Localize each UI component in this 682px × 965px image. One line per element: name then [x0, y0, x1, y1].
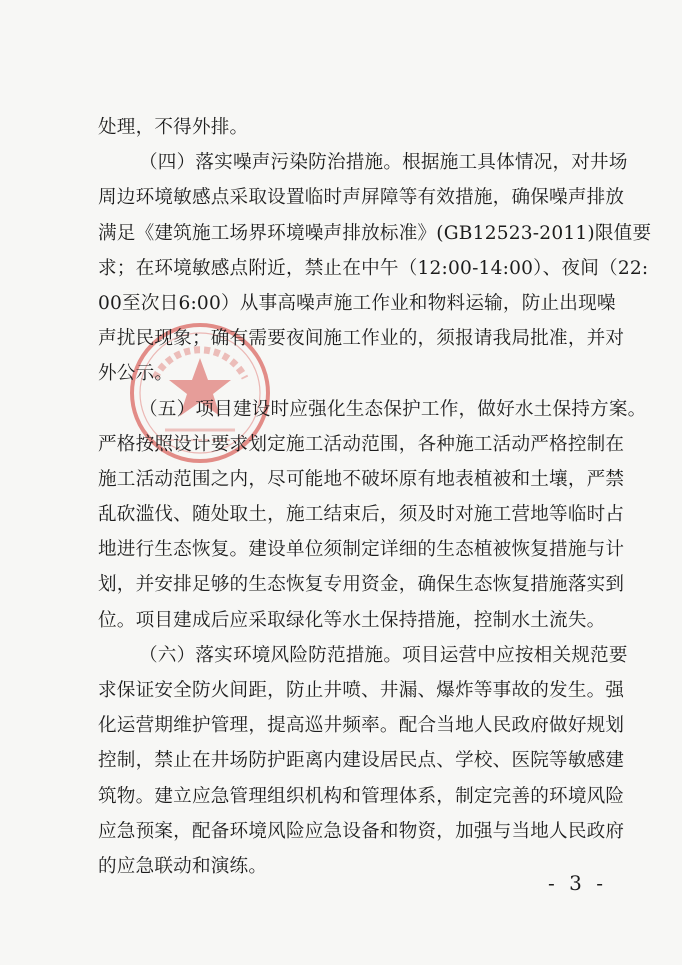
text-line: 施工活动范围之内，尽可能地不破坏原有地表植被和土壤，严禁 [98, 468, 625, 490]
text-line: 应急预案，配备环境风险应急设备和物资，加强与当地人民政府 [98, 820, 625, 842]
text-line: 周边环境敏感点采取设置临时声屏障等有效措施，确保噪声排放 [98, 187, 625, 209]
text-line: 地进行生态恢复。建设单位须制定详细的生态植被恢复措施与计 [98, 539, 625, 561]
text-line: 化运营期维护管理，提高巡井频率。配合当地人民政府做好规划 [98, 715, 625, 737]
text-line: 满足《建筑施工场界环境噪声排放标准》(GB12523-2011)限值要 [98, 222, 652, 244]
text-line: 位。项目建成后应采取绿化等水土保持措施，控制水土流失。 [98, 609, 606, 631]
text-line: 筑物。建立应急管理组织机构和管理体系，制定完善的环境风险 [98, 785, 625, 807]
page-number: - 3 - [548, 871, 607, 895]
text-line: （六）落实环境风险防范措施。项目运营中应按相关规范要 [139, 644, 628, 666]
document-body [98, 110, 652, 884]
text-line: 控制，禁止在井场防护距离内建设居民点、学校、医院等敏感建 [98, 750, 625, 772]
text-line: 处理，不得外排。 [98, 117, 249, 138]
text-line: 求保证安全防火间距，防止井喷、井漏、爆炸等事故的发生。强 [98, 680, 625, 701]
text-line: 求；在环境敏感点附近，禁止在中午（12:00-14:00）、夜间（22: [98, 257, 649, 279]
text-line: 严格按照设计要求划定施工活动范围，各种施工活动严格控制在 [98, 433, 625, 455]
text-line: 00至次日6:00）从事高噪声施工作业和物料运输，防止出现噪 [98, 292, 616, 314]
text-line: 乱砍滥伐、随处取土，施工结束后，须及时对施工营地等临时占 [98, 504, 625, 526]
text-line: 的应急联动和演练。 [98, 855, 268, 877]
text-line: 划，并安排足够的生态恢复专用资金，确保生态恢复措施落实到 [98, 574, 625, 596]
text-line: 外公示。 [98, 363, 174, 385]
text-line: 声扰民现象；确有需要夜间施工作业的，须报请我局批准，并对 [98, 328, 625, 350]
text-line: （四）落实噪声污染防治措施。根据施工具体情况，对井场 [139, 152, 628, 174]
text-line: （五）项目建设时应强化生态保护工作，做好水土保持方案。 [139, 398, 647, 420]
